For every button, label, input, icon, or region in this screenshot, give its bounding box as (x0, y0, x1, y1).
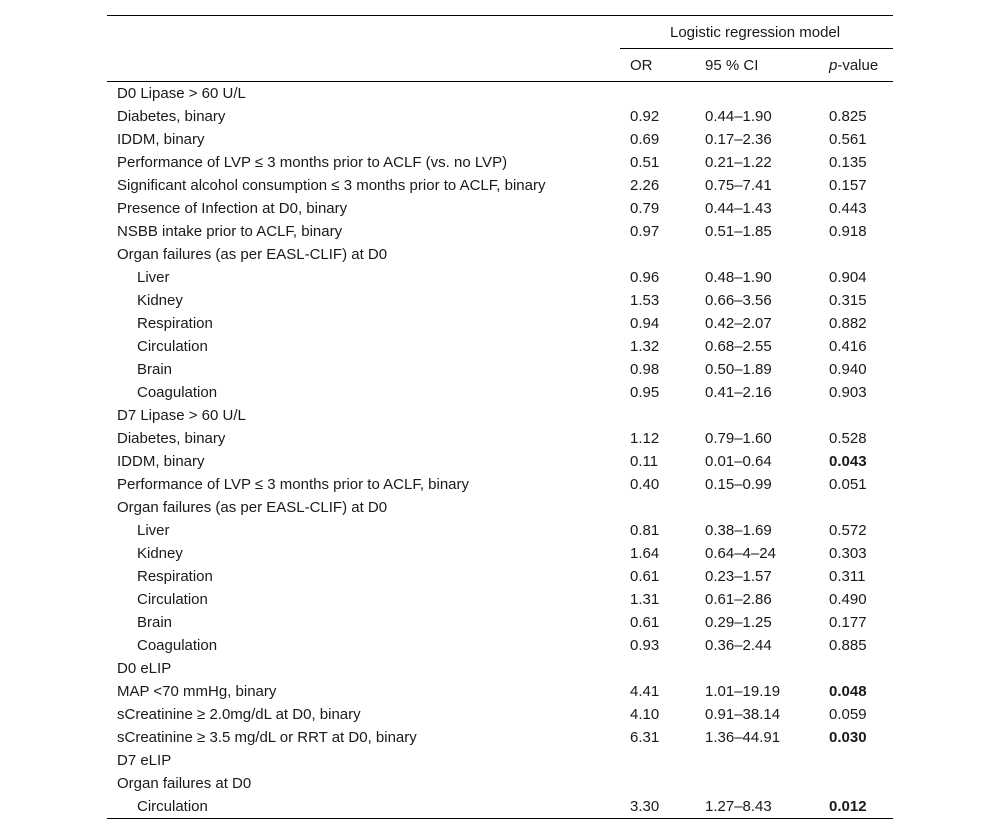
row-or: 0.96 (630, 269, 660, 286)
row-p-value: 0.012 (829, 795, 893, 819)
p-italic: p (829, 56, 838, 74)
row-ci: 0.42–2.07 (705, 315, 772, 332)
row-label: D7 eLIP (117, 752, 172, 769)
table-row (107, 496, 893, 519)
row-p-value: 0.918 (829, 223, 867, 240)
row-or: 4.10 (630, 706, 660, 723)
row-p-value: 0.157 (829, 177, 867, 194)
row-label: NSBB intake prior to ACLF, binary (117, 223, 343, 240)
row-ci: 0.15–0.99 (705, 476, 772, 493)
table-row (107, 312, 893, 335)
row-p-value: 0.177 (829, 614, 867, 631)
row-ci: 0.38–1.69 (705, 522, 772, 539)
row-label: Diabetes, binary (117, 108, 226, 125)
row-ci (705, 657, 829, 680)
row-or: 0.79 (630, 200, 660, 217)
row-label: Respiration (137, 568, 213, 585)
row-label: Kidney (137, 545, 183, 562)
row-p-value: 0.043 (829, 453, 867, 470)
row-p-value: 0.416 (829, 338, 867, 355)
row-or: 1.12 (630, 430, 660, 447)
row-label: Brain (137, 361, 173, 378)
row-or: 0.93 (630, 637, 660, 654)
row-or: 0.81 (630, 522, 660, 539)
table-row (107, 151, 893, 174)
column-header-ci: 95 % CI (705, 49, 829, 82)
table-row (107, 795, 893, 819)
table-row (107, 404, 893, 427)
row-or (620, 657, 705, 680)
row-or: 6.31 (630, 729, 660, 746)
row-or: 0.92 (630, 108, 660, 125)
row-ci: 0.44–1.90 (705, 108, 772, 125)
table-row (107, 588, 893, 611)
row-label: IDDM, binary (117, 131, 205, 148)
table-row (107, 289, 893, 312)
row-label: Significant alcohol consumption ≤ 3 months prior to ACLF, binary (117, 177, 546, 194)
row-p-value (829, 749, 893, 772)
row-or: 0.69 (630, 131, 660, 148)
table-row (107, 680, 893, 703)
row-or: 1.32 (630, 338, 660, 355)
table-row (107, 519, 893, 542)
row-ci (705, 772, 829, 795)
table-row (107, 335, 893, 358)
table-row (107, 657, 893, 680)
row-label: Circulation (137, 338, 208, 355)
row-p-value: 0.561 (829, 131, 867, 148)
row-or: 0.98 (630, 361, 660, 378)
p-rest: -value (837, 56, 879, 74)
row-ci: 0.23–1.57 (705, 568, 772, 585)
table-row (107, 473, 893, 496)
table-header-columns-row (107, 49, 893, 82)
row-or: 0.97 (630, 223, 660, 240)
row-or: 0.94 (630, 315, 660, 332)
row-or: 1.64 (630, 545, 660, 562)
row-ci: 0.64–4–24 (705, 545, 776, 562)
row-label: D0 Lipase > 60 U/L (117, 85, 246, 102)
row-p-value: 0.903 (829, 384, 867, 401)
row-or: 0.11 (630, 453, 659, 470)
row-or (620, 749, 705, 772)
row-label: Coagulation (137, 637, 218, 654)
table-row (107, 450, 893, 473)
row-ci: 1.36–44.91 (705, 729, 781, 746)
table-row (107, 772, 893, 795)
row-label: D7 Lipase > 60 U/L (117, 407, 246, 424)
row-ci: 0.51–1.85 (705, 223, 772, 240)
row-ci: 0.48–1.90 (705, 269, 772, 286)
row-p-value (829, 82, 893, 106)
table-row (107, 542, 893, 565)
row-ci: 0.79–1.60 (705, 430, 772, 447)
row-or: 1.53 (630, 292, 660, 309)
row-label: Diabetes, binary (117, 430, 226, 447)
table-row (107, 220, 893, 243)
row-label: Circulation (107, 795, 620, 819)
row-or: 0.61 (630, 614, 660, 631)
row-p-value: 0.048 (829, 683, 867, 700)
row-p-value: 0.311 (829, 568, 866, 585)
row-label: Organ failures (as per EASL-CLIF) at D0 (117, 246, 388, 263)
table-row (107, 611, 893, 634)
row-or: 0.40 (630, 476, 660, 493)
table-row (107, 749, 893, 772)
row-p-value: 0.885 (829, 637, 867, 654)
row-or: 3.30 (620, 795, 705, 819)
row-label: Coagulation (137, 384, 218, 401)
row-label: MAP <70 mmHg, binary (117, 683, 277, 700)
group-header-label: Logistic regression model (620, 16, 893, 49)
row-p-value: 0.059 (829, 706, 867, 723)
row-ci: 0.44–1.43 (705, 200, 772, 217)
row-p-value: 0.825 (829, 108, 867, 125)
row-p-value: 0.315 (829, 292, 867, 309)
row-p-value: 0.572 (829, 522, 867, 539)
row-ci: 0.41–2.16 (705, 384, 772, 401)
row-ci: 1.27–8.43 (705, 795, 829, 819)
column-header-p-value (829, 49, 893, 82)
row-ci: 1.01–19.19 (705, 683, 781, 700)
row-or (620, 772, 705, 795)
row-p-value (829, 243, 893, 266)
table-header-group-row (107, 16, 893, 49)
table-row (107, 565, 893, 588)
table-row (107, 703, 893, 726)
table-row (107, 197, 893, 220)
row-ci (705, 404, 829, 427)
logistic-regression-table (107, 15, 893, 819)
row-label: Performance of LVP ≤ 3 months prior to ACLF (vs. no LVP) (117, 154, 508, 171)
table-row (107, 174, 893, 197)
row-label: sCreatinine ≥ 2.0mg/dL at D0, binary (117, 706, 361, 723)
table-row (107, 266, 893, 289)
regression-table-container (107, 15, 893, 819)
row-ci (705, 82, 829, 106)
row-label: sCreatinine ≥ 3.5 mg/dL or RRT at D0, binary (117, 729, 417, 746)
row-or: 0.51 (630, 154, 660, 171)
row-p-value: 0.051 (829, 476, 867, 493)
row-or (620, 496, 705, 519)
row-p-value: 0.030 (829, 729, 867, 746)
row-ci: 0.36–2.44 (705, 637, 772, 654)
table-row (107, 105, 893, 128)
row-p-value: 0.940 (829, 361, 867, 378)
row-ci: 0.68–2.55 (705, 338, 772, 355)
row-p-value: 0.904 (829, 269, 867, 286)
row-or: 2.26 (630, 177, 660, 194)
row-p-value: 0.443 (829, 200, 867, 217)
row-ci: 0.01–0.64 (705, 453, 772, 470)
row-or: 0.61 (630, 568, 660, 585)
row-ci: 0.17–2.36 (705, 131, 772, 148)
row-p-value: 0.303 (829, 545, 867, 562)
table-row (107, 427, 893, 450)
row-ci (705, 749, 829, 772)
row-label: Organ failures (as per EASL-CLIF) at D0 (117, 499, 388, 516)
table-row (107, 128, 893, 151)
table-row (107, 381, 893, 404)
row-ci: 0.21–1.22 (705, 154, 772, 171)
row-label: Brain (137, 614, 173, 631)
row-p-value (829, 496, 893, 519)
row-or: 4.41 (630, 683, 660, 700)
row-label: Organ failures at D0 (117, 775, 252, 792)
table-body (107, 82, 893, 819)
row-or (620, 243, 705, 266)
row-p-value: 0.882 (829, 315, 867, 332)
table-row (107, 726, 893, 749)
row-ci: 0.91–38.14 (705, 706, 781, 723)
row-ci: 0.75–7.41 (705, 177, 772, 194)
table-row (107, 243, 893, 266)
row-p-value (829, 772, 893, 795)
row-p-value (829, 404, 893, 427)
row-label: Liver (137, 522, 170, 539)
row-label: Circulation (137, 591, 208, 608)
row-p-value: 0.528 (829, 430, 867, 447)
row-p-value: 0.490 (829, 591, 867, 608)
row-or: 0.95 (630, 384, 660, 401)
table-row (107, 82, 893, 106)
row-or (620, 82, 705, 106)
row-ci: 0.66–3.56 (705, 292, 772, 309)
row-ci: 0.50–1.89 (705, 361, 772, 378)
row-label: Liver (137, 269, 170, 286)
row-p-value: 0.135 (829, 154, 867, 171)
row-ci: 0.61–2.86 (705, 591, 772, 608)
row-label: Performance of LVP ≤ 3 months prior to ACLF, binary (117, 476, 470, 493)
row-or: 1.31 (630, 591, 660, 608)
row-label: IDDM, binary (117, 453, 205, 470)
row-ci (705, 243, 829, 266)
column-header-or: OR (620, 49, 705, 82)
row-ci (705, 496, 829, 519)
row-label: D0 eLIP (117, 660, 172, 677)
row-label: Presence of Infection at D0, binary (117, 200, 348, 217)
row-label: Respiration (137, 315, 213, 332)
row-label: Kidney (137, 292, 183, 309)
row-ci: 0.29–1.25 (705, 614, 772, 631)
row-or (620, 404, 705, 427)
table-row (107, 358, 893, 381)
table-row (107, 634, 893, 657)
row-p-value (829, 657, 893, 680)
